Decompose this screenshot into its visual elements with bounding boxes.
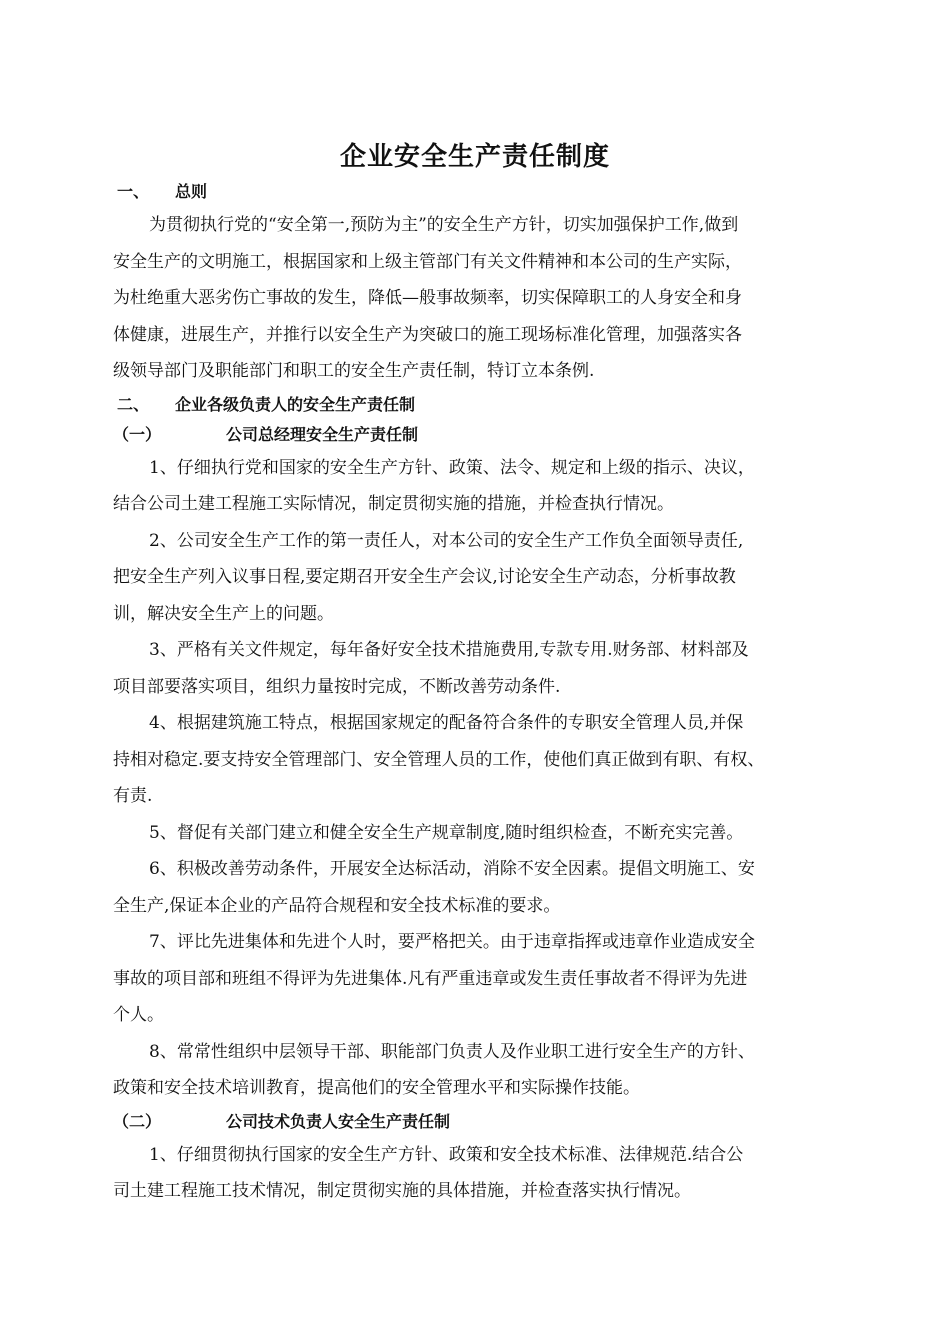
- paragraph: [113, 523, 838, 633]
- paragraph: [113, 924, 838, 1034]
- document-body: [113, 177, 838, 1210]
- text-line: 为贯彻执行党的“安全第一,预防为主”的安全生产方针，切实加强保护工作,做到: [149, 215, 739, 235]
- text-line: 级领导部门及职能部门和职工的安全生产责任制，特订立本条例.: [113, 361, 595, 381]
- subsection-number: （二）: [113, 1111, 162, 1131]
- text-line: 8、常常性组织中层领导干部、职能部门负责人及作业职工进行安全生产的方针、: [149, 1041, 755, 1062]
- section-number: 二、: [117, 394, 150, 414]
- text-line: 训，解决安全生产上的问题。: [113, 603, 334, 624]
- section-title: 企业各级负责人的安全生产责任制: [175, 394, 416, 414]
- text-line: 1、仔细执行党和国家的安全生产方针、政策、法令、规定和上级的指示、决议，: [149, 457, 755, 478]
- text-line: 1、仔细贯彻执行国家的安全生产方针、政策和安全技术标准、法律规范.结合公: [149, 1144, 744, 1165]
- subsection-title: 公司总经理安全生产责任制: [226, 424, 419, 444]
- paragraph: [113, 207, 838, 390]
- paragraph: [113, 632, 838, 705]
- text-line: 持相对稳定.要支持安全管理部门、安全管理人员的工作，使他们真正做到有职、有权、: [113, 749, 765, 770]
- text-line: 项目部要落实项目，组织力量按时完成，不断改善劳动条件.: [113, 676, 561, 697]
- subsection-heading: [113, 420, 838, 450]
- subsection-heading: [113, 1107, 838, 1137]
- text-line: 司土建工程施工技术情况，制定贯彻实施的具体措施，并检查落实执行情况。: [113, 1181, 691, 1201]
- text-line: 个人。: [113, 1005, 164, 1025]
- subsection-number: （一）: [113, 424, 162, 444]
- section-title: 总则: [175, 182, 208, 201]
- text-line: 全生产,保证本企业的产品符合规程和安全技术标准的要求。: [113, 895, 561, 916]
- text-line: 3、严格有关文件规定，每年备好安全技术措施费用,专款专用.财务部、材料部及: [149, 640, 749, 660]
- document-title: 企业安全生产责任制度: [339, 142, 610, 172]
- paragraph: [113, 815, 838, 852]
- text-line: 为杜绝重大恶劣伤亡事故的发生，降低—般事故频率，切实保障职工的人身安全和身: [113, 288, 742, 308]
- subsection-title: 公司技术负责人安全生产责任制: [226, 1111, 451, 1131]
- text-line: 体健康，进展生产，并推行以安全生产为突破口的施工现场标准化管理，加强落实各: [113, 324, 742, 345]
- text-line: 把安全生产列入议事日程,要定期召开安全生产会议,讨论安全生产动态，分析事故教: [113, 567, 736, 587]
- text-line: 结合公司土建工程施工实际情况，制定贯彻实施的措施，并检查执行情况。: [113, 494, 674, 514]
- text-line: 6、积极改善劳动条件，开展安全达标活动，消除不安全因素。提倡文明施工、安: [149, 859, 755, 879]
- section-heading: [113, 390, 838, 420]
- text-line: 5、督促有关部门建立和健全安全生产规章制度,随时组织检查，不断充实完善。: [149, 822, 744, 843]
- paragraph: [113, 851, 838, 924]
- section-number: 一、: [117, 182, 150, 201]
- paragraph: [113, 705, 838, 815]
- section-heading: [113, 177, 838, 207]
- text-line: 事故的项目部和班组不得评为先进集体.凡有严重违章或发生责任事故者不得评为先进: [113, 968, 748, 989]
- paragraph: [113, 450, 838, 523]
- text-line: 2、公司安全生产工作的第一责任人，对本公司的安全生产工作负全面领导责任,: [149, 530, 744, 551]
- paragraph: [113, 1137, 838, 1210]
- text-line: 4、根据建筑施工特点，根据国家规定的配备符合条件的专职安全管理人员,并保: [149, 713, 744, 733]
- text-line: 有责.: [113, 786, 153, 806]
- text-line: 政策和安全技术培训教育，提高他们的安全管理水平和实际操作技能。: [113, 1078, 640, 1098]
- text-line: 7、评比先进集体和先进个人时，要严格把关。由于违章指挥或违章作业造成安全: [149, 932, 755, 952]
- paragraph: [113, 1034, 838, 1107]
- text-line: 安全生产的文明施工，根据国家和上级主管部门有关文件精神和本公司的生产实际，: [113, 251, 742, 272]
